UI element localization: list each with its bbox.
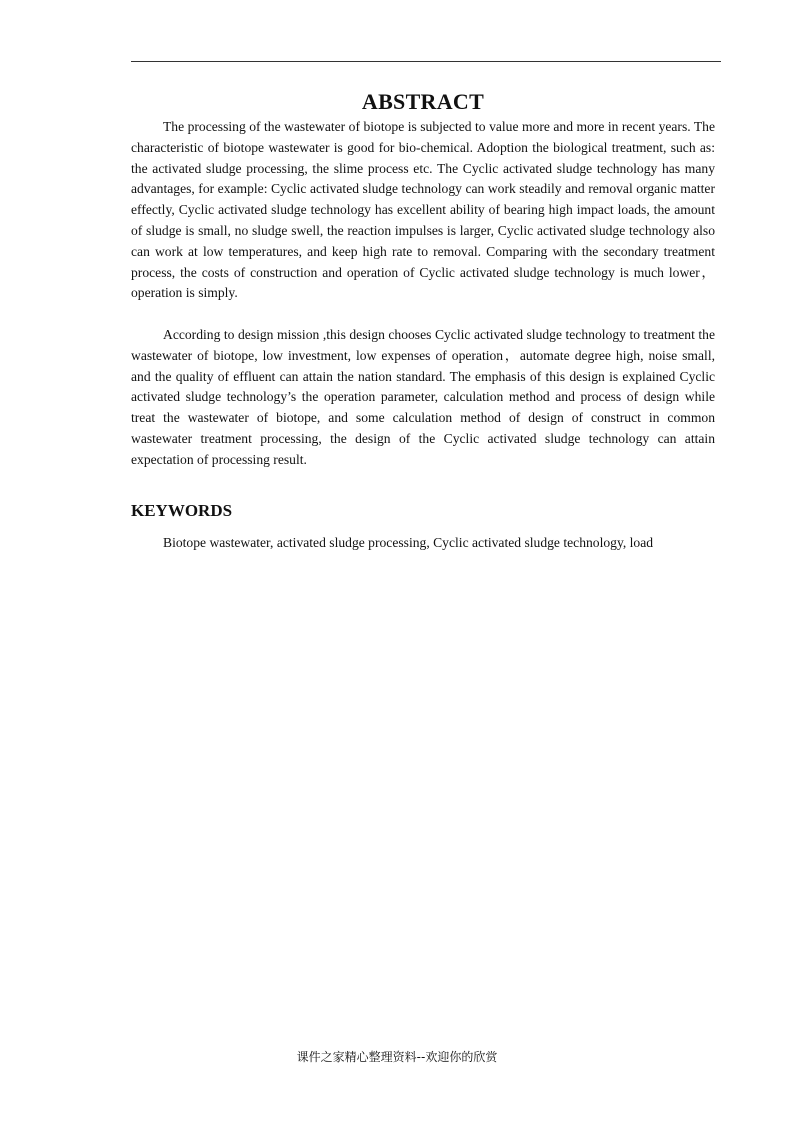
abstract-title: ABSTRACT	[361, 89, 485, 114]
abstract-paragraph-1	[131, 117, 715, 304]
keywords-heading: KEYWORDS	[131, 501, 233, 520]
abstract-paragraph-2	[131, 325, 715, 471]
page-footer: 课件之家精心整理资料--欢迎你的欣赏	[296, 1050, 498, 1064]
header-rule	[131, 61, 721, 62]
abstract-paragraph-2-text: According to design mission ,this design chooses Cyclic activated sludge technology to treatment the wastewater of biotope, low investment, low expenses of operation，automate degree high, noise small, and the quality of effluent can attain the nation standard. The emphasis of this design is explained Cyclic activated sludge technology’s the operation parameter, calculation method and process of design while treat the wastewater of biotope, and some calculation method of design of construct in common wastewater treatment processing, the design of the Cyclic activated sludge technology can attain expectation of processing result.	[131, 327, 715, 467]
keywords-body	[131, 533, 715, 554]
keywords-text: Biotope wastewater, activated sludge processing, Cyclic activated sludge technology, load	[163, 535, 654, 550]
abstract-paragraph-1-text: The processing of the wastewater of biotope is subjected to value more and more in recent years. The characteristic of biotope wastewater is good for bio-chemical. Adoption the biological treatment, such as: the activated sludge processing, the slime process etc. The Cyclic activated sludge technology has many advantages, for example: Cyclic activated sludge technology can work steadily and removal organic matter effectly, Cyclic activated sludge technology has excellent ability of bearing high impact loads, the amount of sludge is small, no sludge swell, the reaction impulses is larger, Cyclic activated sludge technology also can work at low temperatures, and keep high rate to removal. Comparing with the secondary treatment process, the costs of construction and operation of Cyclic activated sludge technology is much lower，operation is simply.	[131, 119, 715, 301]
